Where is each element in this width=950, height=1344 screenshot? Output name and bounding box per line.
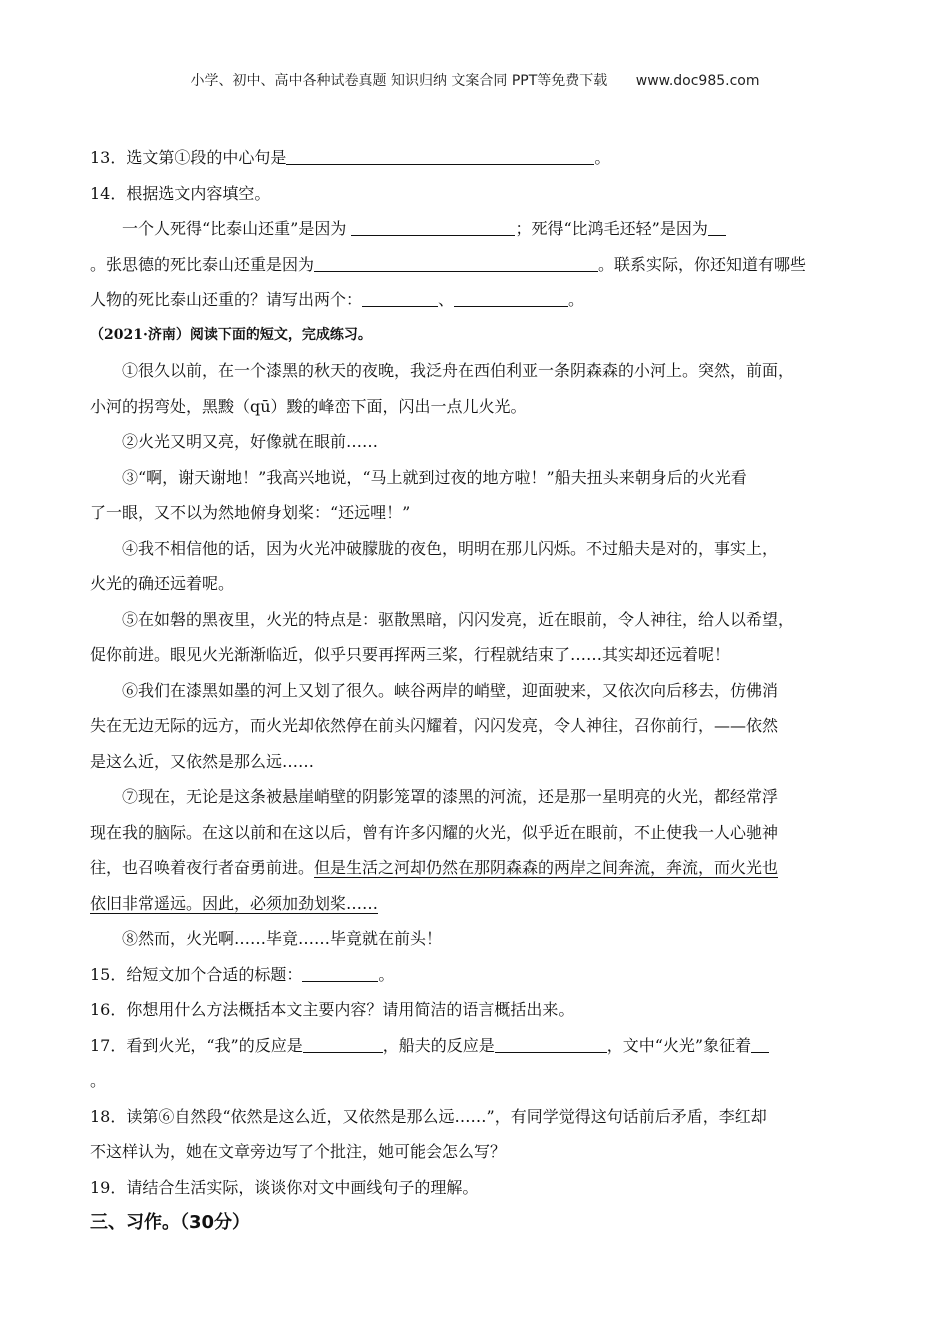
passage-para-5-cont: 促你前进。眼见火光渐渐临近，似乎只要再挥两三桨，行程就结束了……其实却还远着呢！ [90, 645, 731, 664]
answer-blank[interactable] [751, 1034, 769, 1053]
passage-para-6: ⑥我们在漆黑如墨的河上又划了很久。峡谷两岸的峭壁，迎面驶来，又依次向后移去，仿佛消 [122, 680, 779, 700]
answer-blank[interactable] [302, 963, 378, 982]
passage-para-4-cont: 火光的确还远着呢。 [90, 574, 235, 593]
question-16: 16．你想用什么方法概括本文主要内容？请用简洁的语言概括出来。 [90, 1000, 575, 1019]
passage-para-3: ③“啊，谢天谢地！”我高兴地说，“马上就到过夜的地方啦！”船夫扭头来朝身后的火光看 [122, 467, 747, 487]
question-14-line-3: 人物的死比泰山还重的？请写出两个： 、 。 [90, 290, 585, 309]
question-18: 18．读第⑥自然段“依然是这么近，又依然是那么远……”，有同学觉得这句话前后矛盾，李红却 [90, 1106, 767, 1126]
answer-blank[interactable] [454, 288, 568, 307]
section-heading: 三、习作。（30分） [90, 1212, 251, 1233]
question-14-line-2: 。张思德的死比泰山还重是因为 。联系实际，你还知道有哪些 [90, 254, 807, 274]
page-header [0, 70, 950, 90]
passage-para-4: ④我不相信他的话，因为火光冲破朦胧的夜色，明明在那儿闪烁。不过船夫是对的，事实上， [122, 538, 779, 558]
question-17-end: 。 [90, 1071, 107, 1090]
underlined-sentence: 但是生活之河却仍然在那阴森森的两岸之间奔流，奔流，而火光也 [314, 858, 779, 877]
passage-source: （2021·济南）阅读下面的短文，完成练习。 [90, 326, 372, 343]
question-18-cont: 不这样认为，她在文章旁边写了个批注，她可能会怎么写？ [90, 1142, 507, 1161]
underlined-sentence: 依旧非常遥远。因此，必须加劲划桨…… [90, 893, 379, 913]
question-14-title: 14．根据选文内容填空。 [90, 183, 271, 203]
passage-para-7-cont: 往，也召唤着夜行者奋勇前进。但是生活之河却仍然在那阴森森的两岸之间奔流，奔流，而火光也 [90, 858, 779, 877]
header-url[interactable]: www.doc985.com [635, 73, 760, 89]
question-15: 15．给短文加个合适的标题： 。 [90, 964, 395, 984]
passage-para-7: ⑦现在，无论是这条被悬崖峭壁的阴影笼罩的漆黑的河流，还是那一星明亮的火光，都经常浮 [122, 787, 779, 806]
answer-blank[interactable] [286, 146, 594, 165]
passage-para-3-cont: 了一眼，又不以为然地俯身划桨：“还远哩！” [90, 503, 411, 522]
passage-para-8: ⑧然而，火光啊……毕竟……毕竟就在前头！ [122, 929, 443, 948]
question-13: 13．选文第①段的中心句是 。 [90, 148, 611, 167]
answer-blank[interactable] [495, 1034, 607, 1053]
answer-blank[interactable] [708, 217, 726, 236]
question-14-line-1: 一个人死得“比泰山还重”是因为 ；死得“比鸿毛还轻”是因为 [90, 211, 860, 247]
passage-para-1: ①很久以前，在一个漆黑的秋天的夜晚，我泛舟在西伯利亚一条阴森森的小河上。突然，前面， [122, 361, 795, 380]
exam-content [90, 140, 860, 1241]
question-19: 19．请结合生活实际，谈谈你对文中画线句子的理解。 [90, 1177, 479, 1197]
answer-blank[interactable] [303, 1034, 383, 1053]
question-17: 17．看到火光，“我”的反应是 ，船夫的反应是 ，文中“火光”象征着 [90, 1028, 860, 1064]
answer-blank[interactable] [314, 253, 598, 272]
passage-para-2: ②火光又明又亮，好像就在眼前…… [122, 432, 379, 451]
passage-para-1-cont: 小河的拐弯处，黑黢（qū）黢的峰峦下面，闪出一点儿火光。 [90, 396, 527, 416]
passage-para-7-cont: 现在我的脑际。在这以前和在这以后，曾有许多闪耀的火光，似乎近在眼前，不止使我一人心驰神 [90, 822, 779, 842]
passage-para-6-cont: 失在无边无际的远方，而火光却依然停在前头闪耀着，闪闪发亮，令人神往，召你前行，——依然 [90, 716, 779, 735]
passage-para-7-cont [90, 886, 860, 922]
answer-blank[interactable] [362, 288, 438, 307]
passage-para-5: ⑤在如磐的黑夜里，火光的特点是：驱散黑暗，闪闪发亮，近在眼前，令人神往，给人以希望， [122, 609, 795, 629]
header-text: 小学、初中、高中各种试卷真题 知识归纳 文案合同 PPT等免费下载 [190, 73, 608, 89]
passage-para-6-cont: 是这么近，又依然是那么远…… [90, 751, 315, 771]
answer-blank[interactable] [351, 217, 515, 236]
